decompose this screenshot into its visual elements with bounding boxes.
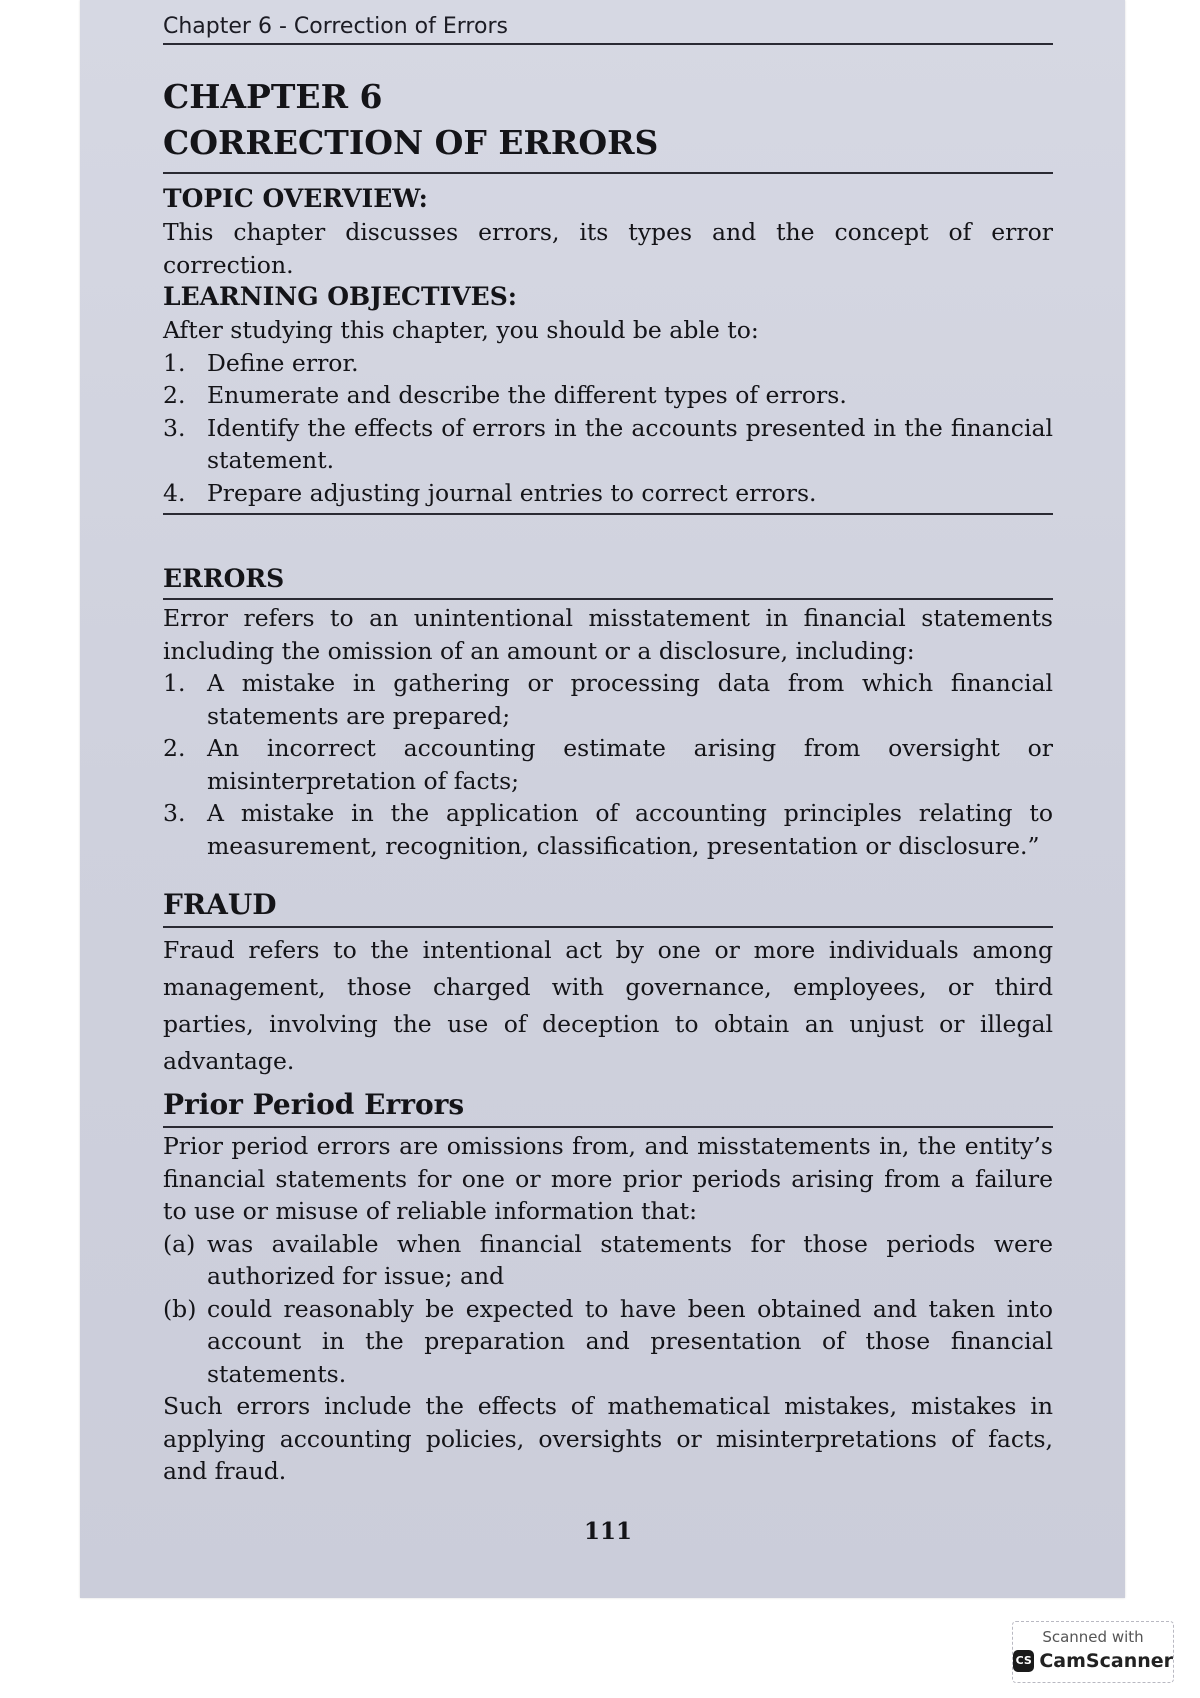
prior-period-errors-intro: Prior period errors are omissions from, and misstatements in, the entity’s financial statements for one or more prior periods arising from a failure to use or misuse of reliable information that: — [163, 1132, 1053, 1225]
camscanner-watermark — [1012, 1621, 1174, 1683]
learning-objectives-heading: LEARNING OBJECTIVES: — [163, 282, 517, 311]
list-item — [163, 347, 1053, 380]
topic-overview-text: This chapter discusses errors, its types and the concept of error correction. — [163, 218, 1053, 279]
topic-overview-section — [163, 182, 1053, 281]
learning-objectives-intro: After studying this chapter, you should be able to: — [163, 316, 759, 344]
camscanner-logo-icon: CS — [1013, 1650, 1034, 1672]
errors-list — [163, 667, 1053, 862]
item-number: 3. — [163, 413, 186, 442]
item-text: Prepare adjusting journal entries to correct errors. — [207, 478, 817, 507]
list-item — [163, 477, 1053, 510]
item-number: 2. — [163, 381, 186, 409]
item-text: A mistake in the application of accounting principles relating to measurement, recognition, classification, presentation or disclosure.” — [207, 799, 1053, 860]
learning-objectives-section — [163, 280, 1053, 515]
item-text: was available when financial statements for those periods were authorized for issue; and — [207, 1229, 1053, 1290]
list-item — [163, 797, 1053, 862]
watermark-caption: Scanned with — [1042, 1628, 1144, 1646]
item-text: could reasonably be expected to have been obtained and taken into account in the preparation and presentation of those financial statements. — [207, 1294, 1053, 1388]
item-number: (b) — [163, 1294, 197, 1323]
learning-objectives-list — [163, 347, 1053, 510]
item-text: An incorrect accounting estimate arising from oversight or misinterpretation of facts; — [207, 734, 1053, 795]
item-text: Identify the effects of errors in the accounts presented in the financial statement. — [207, 413, 1053, 474]
list-item — [163, 1228, 1053, 1293]
list-item — [163, 1293, 1053, 1391]
watermark-brand-name: CamScanner — [1039, 1650, 1173, 1672]
item-number: (a) — [163, 1229, 196, 1258]
errors-section — [163, 562, 1053, 862]
fraud-text: Fraud refers to the intentional act by one or more individuals among management, those charged with governance, employees, or third parties, involving the use of deception to obtain an unjust or illegal advantage. — [163, 936, 1053, 1075]
prior-period-errors-list — [163, 1228, 1053, 1391]
item-number: 2. — [163, 734, 186, 762]
list-item — [163, 667, 1053, 732]
errors-intro: Error refers to an unintentional misstatement in financial statements including the omission of an amount or a disclosure, including: — [163, 604, 1053, 665]
chapter-title: CORRECTION OF ERRORS — [163, 123, 659, 162]
page-number: 111 — [583, 1518, 632, 1545]
item-number: 1. — [163, 669, 186, 697]
item-text: Define error. — [207, 348, 359, 377]
chapter-title-block — [163, 74, 1053, 174]
prior-period-errors-closing: Such errors include the effects of mathematical mistakes, mistakes in applying accounting policies, oversights or misinterpretations of facts, and fraud. — [163, 1392, 1053, 1485]
item-number: 4. — [163, 478, 186, 507]
prior-period-errors-heading: Prior Period Errors — [163, 1086, 1053, 1128]
list-item — [163, 732, 1053, 797]
topic-overview-heading: TOPIC OVERVIEW: — [163, 184, 428, 213]
item-number: 3. — [163, 799, 186, 827]
item-text: A mistake in gathering or processing data from which financial statements are prepared; — [207, 669, 1053, 730]
prior-period-errors-section — [163, 1086, 1053, 1488]
fraud-section — [163, 886, 1053, 1080]
errors-heading: ERRORS — [163, 562, 1053, 600]
fraud-heading: FRAUD — [163, 886, 1053, 928]
item-text: Enumerate and describe the different types of errors. — [207, 381, 847, 409]
list-item — [163, 412, 1053, 477]
list-item — [163, 379, 1053, 412]
running-head: Chapter 6 - Correction of Errors — [163, 14, 1053, 45]
item-number: 1. — [163, 348, 186, 377]
watermark-brand — [1013, 1650, 1173, 1672]
book-page — [80, 0, 1125, 1598]
chapter-number: CHAPTER 6 — [163, 77, 383, 116]
